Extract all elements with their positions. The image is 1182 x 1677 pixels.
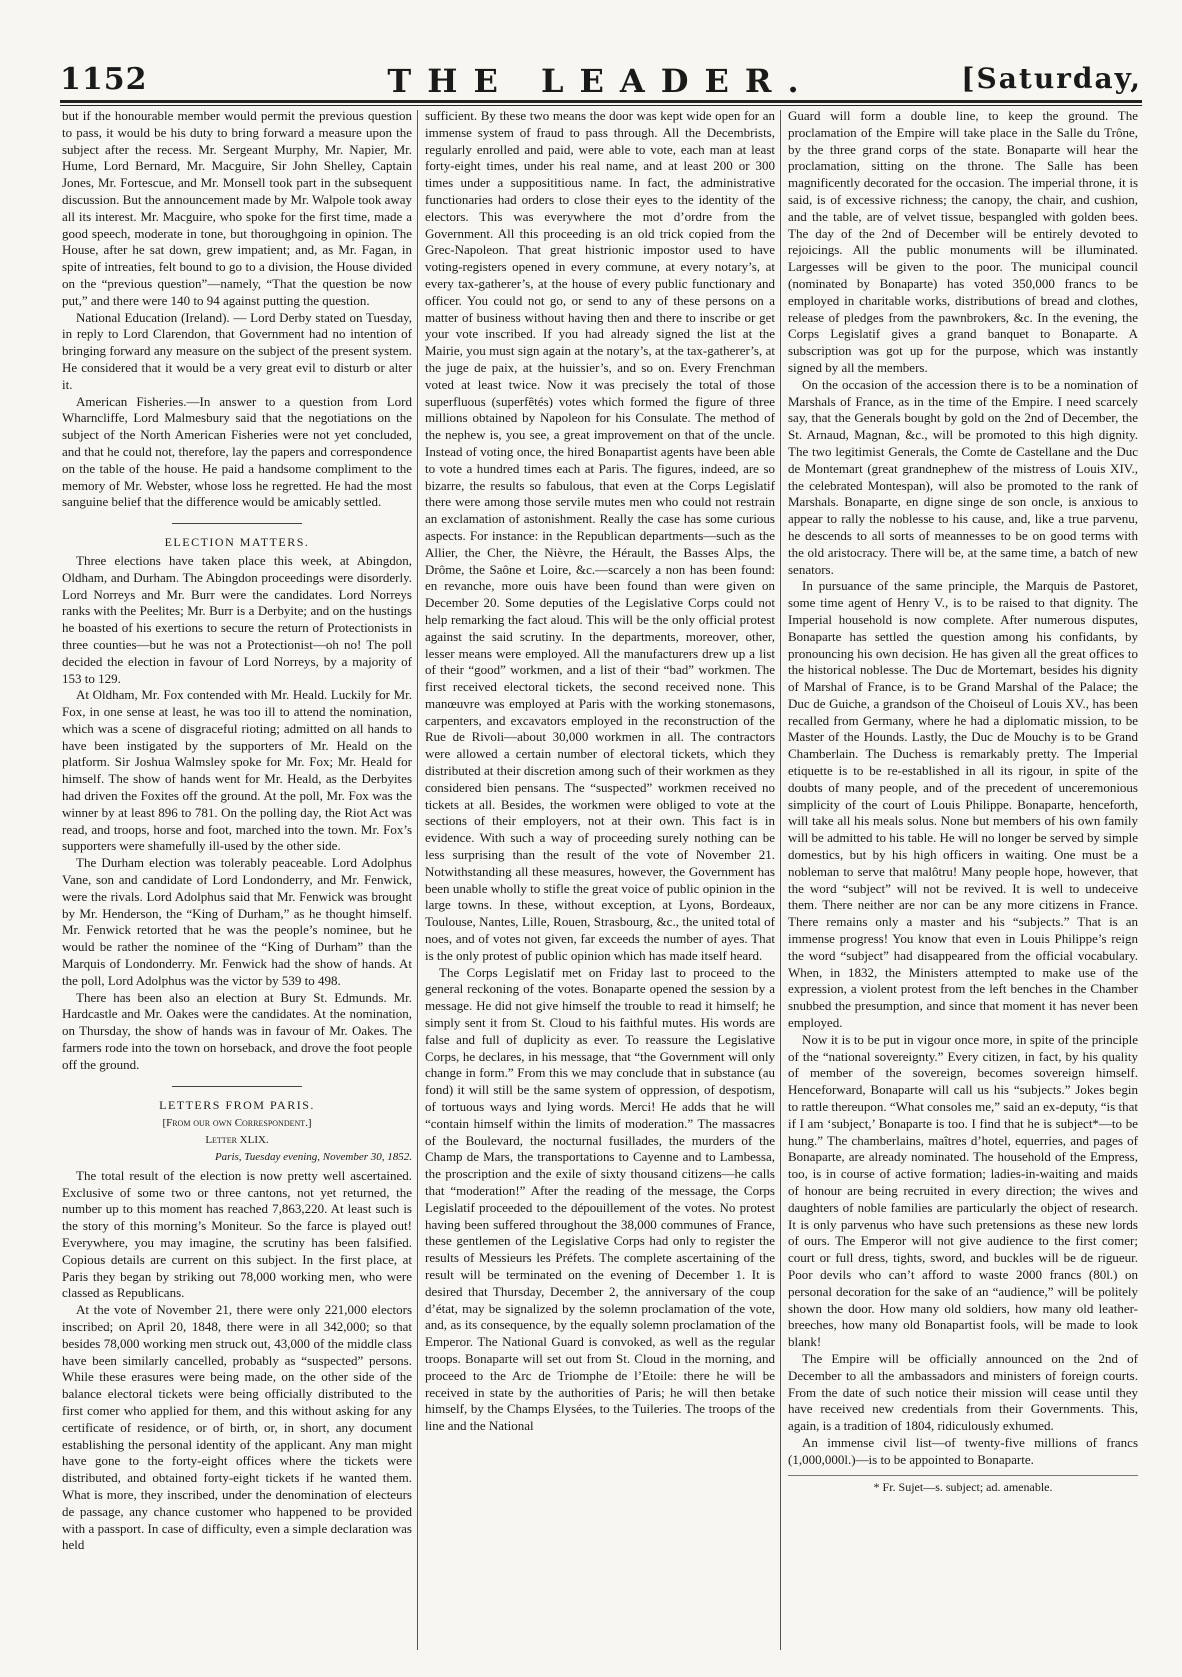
column-divider [417, 110, 418, 1650]
section-divider [172, 523, 302, 524]
masthead-rule [60, 100, 1142, 103]
footnote: * Fr. Sujet—s. subject; ad. amenable. [788, 1475, 1138, 1496]
column-2 [425, 108, 775, 1656]
letter-paragraph: The total result of the election is now pretty well ascertained. Exclusive of some two or three cantons, not yet returned, the number up to this moment has reached 7,863,220. At least such is the story of this morning’s Moniteur. So the farce is played out! Everywhere, you may imagine, the scrutiny has been falsified. Copious details are current on this subject. In the first place, at Paris they began by striking out 78,000 working men, who were classed as Republicans. [62, 1167, 412, 1301]
correspondent-note: [From our own Correspondent.] [162, 1117, 312, 1130]
parliament-paragraph: but if the honourable member would permit the previous question to pass, it would be his duty to bring forward a measure upon the subject after the recess. Mr. Sergeant Murphy, Mr. Napier, Mr. Hume, Lord Bernard, Mr. Macguire, Sir John Shelley, Captain Jones, Mr. Fortescue, and Mr. Monsell took part in the subsequent discussion. But the announcement made by Mr. Walpole took away all its interest. Mr. Macguire, who spoke for the first time, made a good speech, moderate in tone, but thoroughgoing in opinion. The House, after he sat down, grew impatient; and, as Mr. Fagan, in spite of intreaties, felt bound to go to a division, the House divided on the “previous question”—namely, “That the question be now put,” and there were 140 to 94 against putting the question. [62, 108, 412, 308]
letter-paragraph: The Empire will be officially announced on the 2nd of December to all the ambassadors and ministers of foreign courts. From the date of such notice their mission will cease until they have received new credentials from their Governments. This, again, is a tradition of 1804, ridiculously exhumed. [788, 1350, 1138, 1434]
election-paragraph: Three elections have taken place this week, at Abingdon, Oldham, and Durham. The Abingdon proceedings were disorderly. Lord Norreys and Mr. Burr were the candidates. Lord Norreys ranks with the Peelites; Mr. Burr is a Derbyite; and on the hustings he boasted of his exertions to secure the return of Protectionists in three counties—but he was not a Protectionist—oh no! The poll decided the election in favour of Lord Norreys, by a majority of 153 to 129. [62, 552, 412, 686]
letter-paragraph: Now it is to be put in vigour once more, in spite of the principle of the “national sovereignty.” Every citizen, in fact, by his quality of member of the sovereign, becomes sovereign himself. Henceforward, Bonaparte will call us his “subjects.” Jokes begin to rattle thereupon. “What consoles me,” said an ex-deputy, “is that if I am ‘subject,’ Bonaparte is too. I find that he is subject*—to be hung.” The chamberlains, maîtres d’hotel, equerries, and pages of Bonaparte, are already nominated. The household of the Empress, too, is in course of active formation; ladies-in-waiting and maids of honour are being recruited in every direction; the wives and daughters of noble families are particularly the object of research. It is only parvenus who have such pretensions as these new lords of ours. The Emperor will not give audience to the first comer; court or full dress, tights, sword, and buckles will be de rigueur. Poor devils who can’t afford to waste 2000 francs (80l.) on personal decoration for the sake of an “audience,” will be politely shown the door. How many old soldiers, how many old leather-breeches, how many old Bonapartist fools, will be made to look blank! [788, 1031, 1138, 1350]
letters-from-paris-heading: LETTERS FROM PARIS. [159, 1097, 315, 1112]
letter-paragraph: At the vote of November 21, there were only 221,000 electors inscribed; on April 20, 1848, there were in all 342,000; so that besides 78,000 working men struck out, 43,000 of the middle class have been similarly cancelled, probably as “suspected” persons. While these erasures were being made, on the other side of the balance electoral tickets were being officially distributed to the first comer who applied for them, and this without asking for any certificate of residence, or of birth, or, in short, any document establishing the personal identity of the applicant. Any man might have gone to the forty-eight offices where the tickets were distributed, and obtained forty-eight tickets if he wanted them. What is more, they inscribed, under the denomination of electeurs de passage, any chance customer who happened to be provided with a passport. In case of difficulty, even a simple declaration was held [62, 1302, 412, 1553]
election-paragraph: At Oldham, Mr. Fox contended with Mr. Heald. Luckily for Mr. Fox, in one sense at least, he was too ill to attend the nomination, which was a scene of disgraceful rioting; admitted on all hands to have been instigated by the supporters of Mr. Heald on the platform. Sir Joshua Walmsley spoke for Mr. Fox; Mr. Heald for himself. The show of hands went for Mr. Heald, as the Derbyites had driven the Foxites off the ground. At the poll, Mr. Fox was the winner by at least 896 to 781. On the polling day, the Riot Act was read, and troops, horse and foot, marched into the town. Mr. Fox’s supporters were shamefully ill-used by the other side. [62, 687, 412, 854]
letter-paragraph: An immense civil list—of twenty-five millions of francs (1,000,000l.)—is to be appointed to Bonaparte. [788, 1434, 1138, 1467]
letter-paragraph: On the occasion of the accession there is to be a nomination of Marshals of France, as in the time of the Empire. I need scarcely say, that the Generals bought by gold on the 2nd of December, the St. Arnaud, Magnan, &c., will be promoted to this high dignity. The two legitimist Generals, the Comte de Castellane and the Duc de Montemart (great grandnephew of the mistress of Louis XIV., the celebrated Montespan), will also be promoted to the rank of Marshals. Bonaparte, en digne singe de son oncle, is anxious to appear to rally the noblesse to his cause, and, like a true parvenu, he descends to all sorts of meannesses to be on good terms with the old aristocracy. There will be, at the same time, a batch of new senators. [788, 376, 1138, 577]
american-fisheries-paragraph: American Fisheries.—In answer to a question from Lord Wharncliffe, Lord Malmesbury said that the negotiations on the subject of the North American Fisheries were not yet concluded, and that he could not, therefore, lay the papers and correspondence on the table of the house. He paid a handsome compliment to the memory of Mr. Webster, whose loss he regretted. He had the most sanguine belief that the difference would be amicably settled. [62, 393, 412, 510]
election-matters-heading: ELECTION MATTERS. [164, 535, 310, 550]
letter-dateline: Paris, Tuesday evening, November 30, 1852. [214, 1151, 412, 1164]
letter-paragraph: In pursuance of the same principle, the Marquis de Pastoret, some time agent of Henry V., is to be raised to that dignity. The Imperial household is now complete. After numerous disputes, Bonaparte has settled the question among his confidants, by pronouncing his own decision. He has given all the great offices to the historical noblesse. The Duc de Mortemart, besides his dignity of Marshal of France, is to be Grand Marshal of the Palace; the Duc de Guiche, a grandson of the Choiseul of Louis XV., has been recalled from Germany, where he had a diplomatic mission, to be Master of the Hounds. Lastly, the Duc de Mouchy is to be Grand Chamberlain. The Duchess is remarkably pretty. The Imperial etiquette is to be re-established in all its rigour, in spite of the doubts of many people, and of the precedent of unceremonious simplicity of the court of Louis Philippe. Bonaparte, henceforth, will take all his meals solus. None but members of his own family will be admitted to his table. He will no longer be served by simple domestics, but by his high officers in waiting. One must be a nobleman to serve that malôtru! Many people hope, however, that the word “subject” will not be revived. It is well to undeceive them. There neither are nor can be any more citizens in France. There remains only a master and his “subjects.” That is an immense progress! You know that even in Louis Philippe’s reign the word “subject” had disappeared from the official vocabulary. When, in 1832, the Ministers attempted to make use of the expression, a violent protest from the left benches in the Chamber snubbed the presumption, and since that moment it has never been employed. [788, 578, 1138, 1031]
letter-paragraph: sufficient. By these two means the door was kept wide open for an immense system of fraud to pass through. All the Decembrists, regularly enrolled and paid, were able to vote, each man at least forty-eight times, under his real name, and at least 200 or 300 times under a supposititious name. In fact, the administrative functionaries had orders to close their eyes to the identity of the electors. This was everywhere the mot d’ordre from the Government. All this proceeding is an old trick copied from the Grec-Napoleon. That great histrionic impostor used to have voting-registers opened in every commune, at every notary’s, at every tax-gatherer’s, at the house of every public functionary and officer. You could not go, or send to any of these persons on a matter of business without having then and there to inscribe or get your vote inscribed. If you had already signed the list at the Mairie, you must sign again at the notary’s, at the tax-gatherer’s, at the juge de paix, at the huissier’s, and so on. Every Frenchman voted at least twice. Now it was precisely the total of those superfluous (superfêtés) votes which formed the figure of three millions obtained by Napoleon for his Consulate. The method of the nephew is, you see, a great improvement on that of the uncle. Instead of voting once, the hired Bonapartist agents have been able to vote a hundred times each at Paris. The figures, indeed, are so bizarre, the results so fabulous, that even at the Corps Legislatif there were among those servile mutes men who could not restrain an exclamation of astonishment. Really the case has some curious aspects. For instance: in the Republican departments—such as the Allier, the Cher, the Nièvre, the Hérault, the Basses Alps, the Drôme, the Saône et Loire, &c.—scarcely a non has been found: en revanche, more ouis have been found than were given on December 20. Some deputies of the Legislative Corps could not help remarking the fact aloud. This will be the only official protest against the said scrutiny. In the departments, moreover, other, lesser means were employed. All the manufacturers drew up a list of their “good” workmen, and a list of their “bad” workmen. The first received electoral tickets, the second received none. This manœuvre was employed at Paris with the working stonemasons, carpenters, and excavators employed in the reconstruction of the Rue de Rivoli—about 30,000 workmen in all. The contractors were allowed a certain number of electoral tickets, which they distributed at their discretion among such of their workmen as they considered bien pensans. The “suspected” workmen received no tickets at all. Besides, the workmen were obliged to vote at the sections of their employers, not at their own. This fact is in evidence. With such a way of proceeding surely nothing can be less surprising than the result of the vote of November 21. Notwithstanding all these measures, however, the Government has been unable wholly to stifle the great voice of public opinion in the large towns. In these, without exception, at Lyons, Bordeaux, Toulouse, Nantes, Lille, Rouen, Strasbourg, &c., the united total of noes, and of votes not given, far exceeds the number of ayes. That is the only protest of public opinion which has made itself heard. [425, 108, 775, 963]
masthead [60, 62, 1142, 98]
masthead-rule-thin [60, 105, 1142, 106]
election-paragraph: There has been also an election at Bury St. Edmunds. Mr. Hardcastle and Mr. Oakes were the candidates. At the nomination, on Thursday, the show of hands was in favour of Mr. Oakes. The farmers rode into the town on horseback, and drove the foot people off the ground. [62, 989, 412, 1072]
letter-paragraph: The Corps Legislatif met on Friday last to proceed to the general reckoning of the votes. Bonaparte opened the session by a message. He did not give himself the trouble to read it himself; he simply sent it from St. Cloud to his faithful mutes. His words are false and full of duplicity as ever. To reassure the Legislative Corps, he declares, in his message, that “the Government will only change in form.” From this we may conclude that in substance (au fond) it will still be the same system of oppression, of despotism, of tortuous ways and lying words. Merci! He adds that he will “contain himself within the limits of moderation.” The massacres of the Boulevard, the nocturnal fusillades, the murders of the Champ de Mars, the transportations to Cayenne and to Lambessa, the proscription and the exile of sixty thousand citizens—he calls that “moderation!” After the reading of the message, the Corps Legislatif proceeded to the dépouillement of the votes. No protest having been suffered throughout the 38,000 communes of France, these gentlemen of the Legislative Corps had only to register the results of Messieurs les Préfets. The complete ascertaining of the result will be terminated on the evening of December 1. It is desired that Thursday, December 2, the anniversary of the coup d’état, may be signalized by the solemn proclamation of the vote, and, as its consequence, by the equally solemn proclamation of the Emperor. The National Guard is convoked, as well as the regular troops. Bonaparte will set out from St. Cloud in the morning, and proceed to the Arc de Triomphe de l’Etoile: there he will be received in state by the authorities of Paris; he will then betake himself, by the Champs Elysées, to the Tuileries. The troops of the line and the National [425, 964, 775, 1434]
column-divider [780, 110, 781, 1650]
letter-number: Letter XLIX. [205, 1134, 269, 1147]
election-paragraph: The Durham election was tolerably peaceable. Lord Adolphus Vane, son and candidate of Lord Londonderry, and Mr. Fenwick, were the rivals. Lord Adolphus said that Mr. Fenwick was brought by Mr. Henderson, the “King of Durham,” as he thought himself. Mr. Fenwick retorted that he was the people’s nominee, but he would be rather the nominee of the “King of Durham” than the Marquis of Londonderry. Mr. Fenwick had the show of hands. At the poll, Lord Adolphus was the victor by 539 to 498. [62, 855, 412, 988]
national-education-paragraph: National Education (Ireland). — Lord Derby stated on Tuesday, in reply to Lord Clarendon, that Government had no intention of bringing forward any measure on the subject of the present system. He considered that it would be a very great evil to disturb or alter it. [62, 309, 412, 392]
page-number: 1152 [60, 62, 148, 97]
section-divider [172, 1086, 302, 1087]
column-3 [788, 108, 1138, 1656]
paper-title: THE LEADER. [387, 62, 815, 100]
column-1 [62, 108, 412, 1656]
letter-paragraph: Guard will form a double line, to keep the ground. The proclamation of the Empire will take place in the Salle du Trône, by the three grand corps of the state. Bonaparte will hear the proclamation, sitting on the throne. The Salle has been magnificently decorated for the occasion. The imperial throne, it is said, is of excessive richness; the canopy, the chair, and cushion, and the table, are of velvet tissue, bespangled with golden bees. The day of the 2nd of December will be entirely devoted to rejoicings. All the public monuments will be illuminated. Largesses will be given to the poor. The municipal council (nominated by Bonaparte) has voted 350,000 francs to be employed in charitable works, distributions of bread and clothes, release of pledges from the pawnbrokers, &c. In the evening, the Corps Legislatif gives a grand banquet to Bonaparte. A subscription was got up for the purpose, which was instantly signed by all the members. [788, 108, 1138, 375]
issue-day: [Saturday, [961, 62, 1142, 95]
